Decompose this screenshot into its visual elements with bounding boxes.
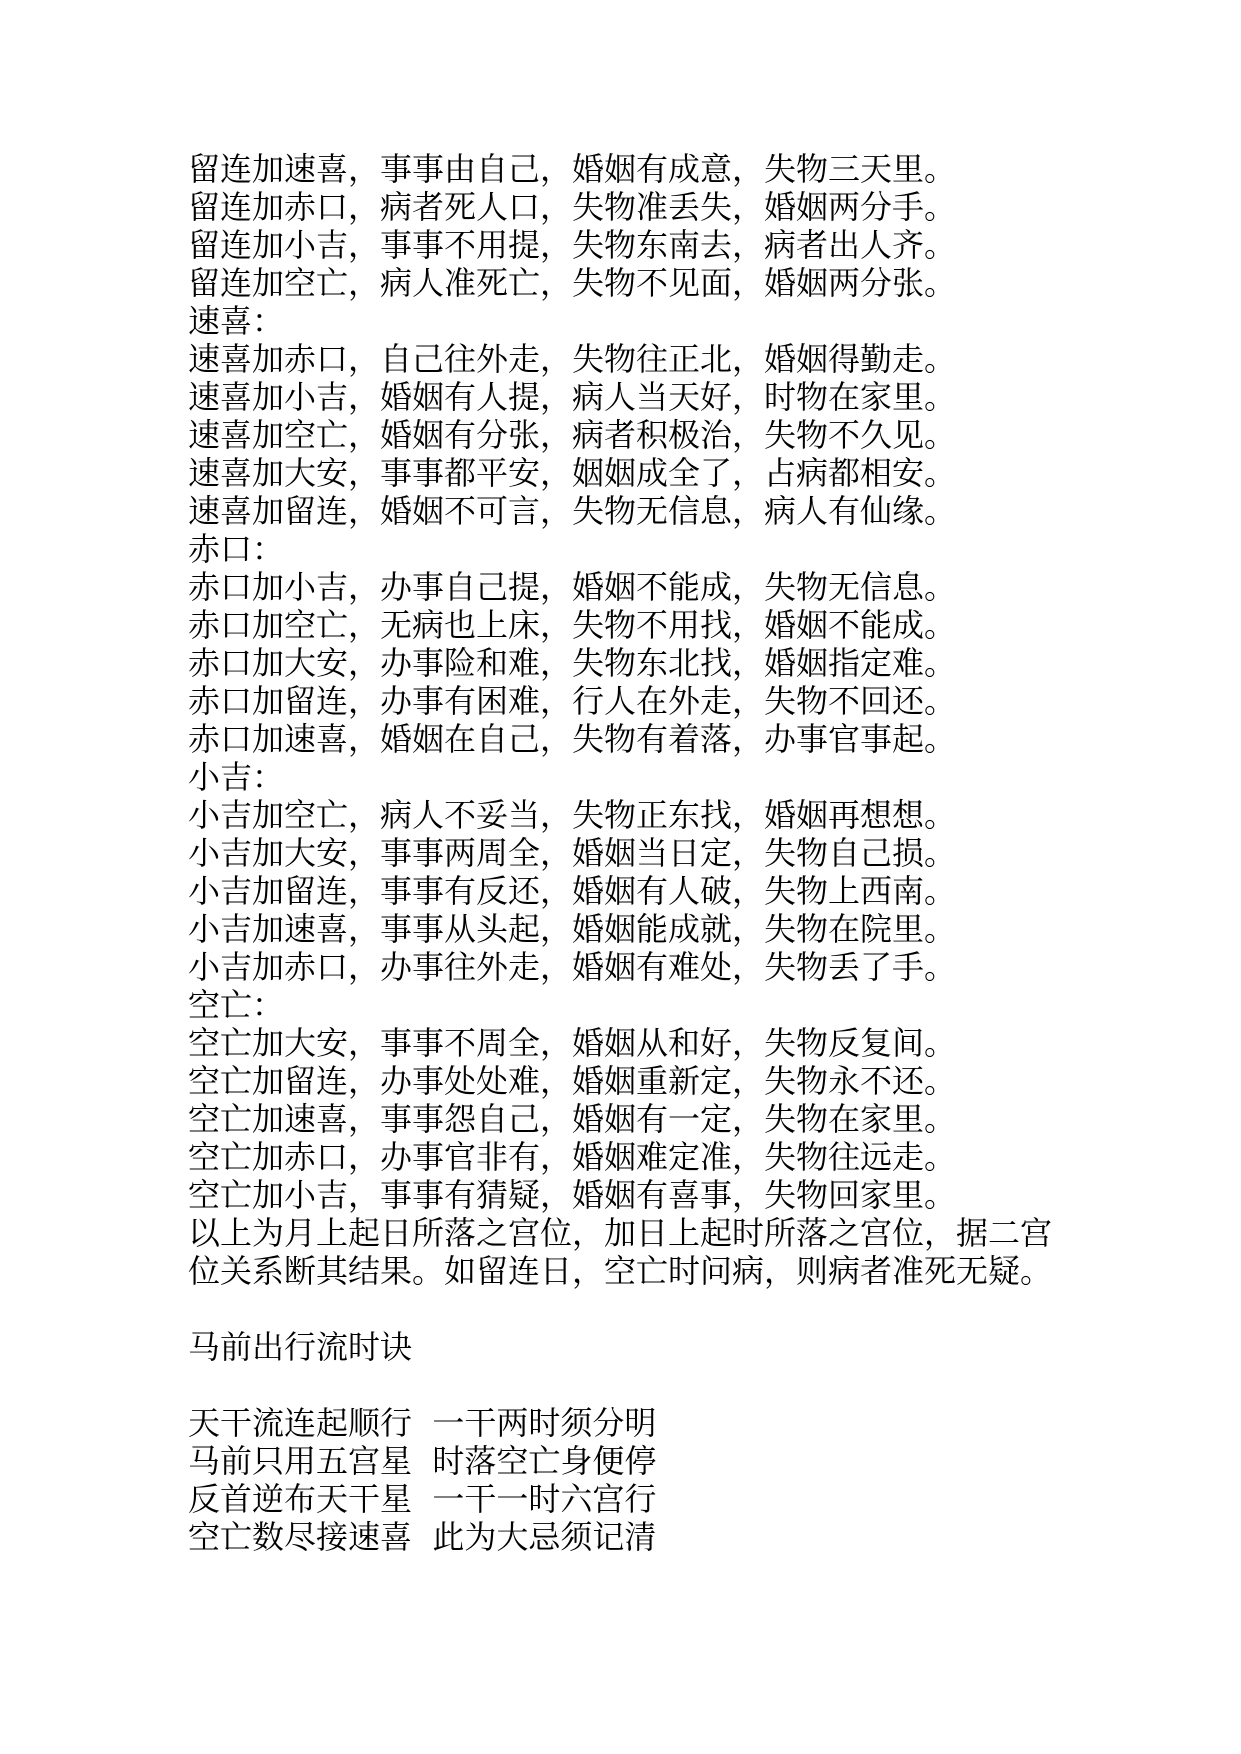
text-line: 速喜加留连，婚姻不可言，失物无信息，病人有仙缘。 [188,492,957,530]
text-line: 空亡加赤口，办事官非有，婚姻难定准，失物往远走。 [188,1138,957,1176]
text-line: 小吉加空亡，病人不妥当，失物正东找，婚姻再想想。 [188,796,957,834]
text-line: 小吉加留连，事事有反还，婚姻有人破，失物上西南。 [188,872,957,910]
text-line: 赤口加速喜，婚姻在自己，失物有着落，办事官事起。 [188,720,957,758]
spacer [188,1366,1068,1404]
text-line: 小吉加赤口，办事往外走，婚姻有难处，失物丢了手。 [188,948,957,986]
text-line: 留连加空亡，病人准死亡，失物不见面，婚姻两分张。 [188,264,957,302]
summary-paragraph: 以上为月上起日所落之宫位，加日上起时所落之宫位，据二宫位关系断其结果。如留连日，空亡时问病，则病者准死无疑。 [188,1214,1053,1290]
section-title: 马前出行流时诀 [188,1328,413,1366]
verse-block [188,1404,1068,1556]
text-line: 赤口加小吉，办事自己提，婚姻不能成，失物无信息。 [188,568,957,606]
section-heading-chikou: 赤口： [188,530,285,568]
text-line: 赤口加空亡，无病也上床，失物不用找，婚姻不能成。 [188,606,957,644]
suxi-block [188,340,1068,530]
spacer [188,1290,1068,1328]
text-line: 赤口加大安，办事险和难，失物东北找，婚姻指定难。 [188,644,957,682]
verse-line: 天干流连起顺行 一干两时须分明 [188,1404,657,1442]
section-heading-xiaoji: 小吉： [188,758,285,796]
text-line: 速喜加空亡，婚姻有分张，病者积极治，失物不久见。 [188,416,957,454]
liulian-block [188,150,1068,302]
section-heading-kongwang: 空亡： [188,986,285,1024]
text-line: 空亡加留连，办事处处难，婚姻重新定，失物永不还。 [188,1062,957,1100]
verse-line: 空亡数尽接速喜 此为大忌须记清 [188,1518,657,1556]
text-line: 小吉加速喜，事事从头起，婚姻能成就，失物在院里。 [188,910,957,948]
text-line: 空亡加大安，事事不周全，婚姻从和好，失物反复间。 [188,1024,957,1062]
text-line: 留连加小吉，事事不用提，失物东南去，病者出人齐。 [188,226,957,264]
text-line: 留连加速喜，事事由自己，婚姻有成意，失物三天里。 [188,150,957,188]
text-line: 速喜加小吉，婚姻有人提，病人当天好，时物在家里。 [188,378,957,416]
chikou-block [188,568,1068,758]
text-line: 赤口加留连，办事有困难，行人在外走，失物不回还。 [188,682,957,720]
verse-line: 反首逆布天干星 一干一时六宫行 [188,1480,657,1518]
text-line: 空亡加速喜，事事怨自己，婚姻有一定，失物在家里。 [188,1100,957,1138]
text-line: 速喜加赤口，自己往外走，失物往正北，婚姻得勤走。 [188,340,957,378]
text-line: 留连加赤口，病者死人口，失物准丢失，婚姻两分手。 [188,188,957,226]
text-line: 小吉加大安，事事两周全，婚姻当日定，失物自己损。 [188,834,957,872]
text-line: 空亡加小吉，事事有猜疑，婚姻有喜事，失物回家里。 [188,1176,957,1214]
xiaoji-block [188,796,1068,986]
section-heading-suxi: 速喜： [188,302,285,340]
document-page [188,150,1068,1556]
text-line: 速喜加大安，事事都平安，姻姻成全了，占病都相安。 [188,454,957,492]
kongwang-block [188,1024,1068,1214]
verse-line: 马前只用五宫星 时落空亡身便停 [188,1442,657,1480]
